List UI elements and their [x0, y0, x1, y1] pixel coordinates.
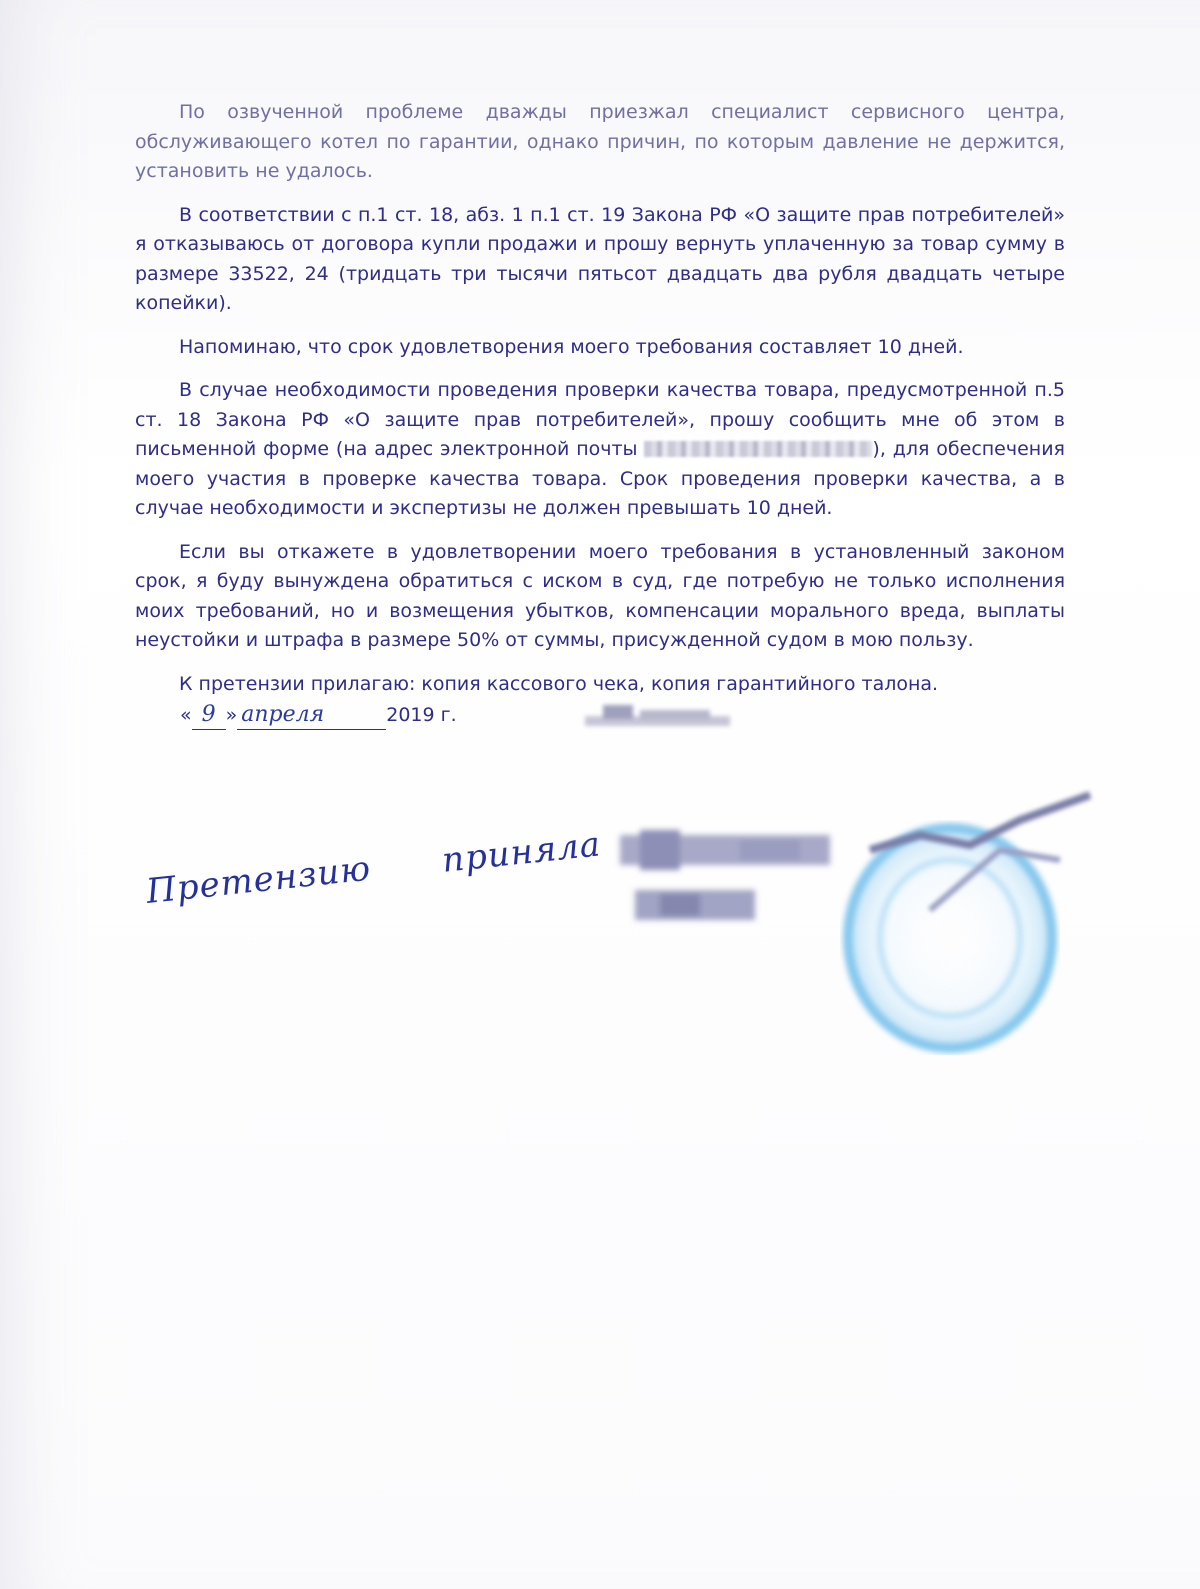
handwritten-word-1: Претензию	[144, 848, 373, 912]
redacted-email	[644, 441, 872, 457]
redacted-name-signature	[620, 820, 850, 930]
paragraph-quality-check	[135, 376, 1065, 524]
date-line	[180, 700, 457, 730]
handwritten-word-2: приняла	[440, 824, 603, 881]
stamp-signature-stroke	[860, 790, 1100, 960]
letter-body	[135, 98, 1065, 713]
paragraph-refund-demand: В соответствии с п.1 ст. 18, абз. 1 п.1 ст. 19 Закона РФ «О защите прав потребителей» я отказываюсь от договора купли продажи и прошу вернуть уплаченную за товар сумму в размере 33522, 24 (тридцать три тысячи пятьсот двадцать два рубля двадцать четыре копейки).	[135, 203, 1065, 314]
date-open-quote: «	[180, 704, 192, 726]
quality-check-text-start: В случае необходимости проведения проверки качества товара, предусмотренной п.5 ст. 18 Закона РФ «О защите прав потребителей», прошу сообщить мне об этом в письменной форме (на адрес электронной почты	[135, 379, 1065, 460]
redacted-signature	[585, 702, 730, 728]
date-day: 9	[192, 700, 226, 730]
date-year: 2019 г.	[386, 704, 457, 726]
quality-check-text-end: ), для обеспечения моего участия в проверке качества товара. Срок проведения проверки качества, а в случае необходимости и экспертизы не должен превышать 10 дней.	[135, 438, 1065, 519]
date-close-quote: »	[225, 704, 238, 726]
date-month: апреля	[237, 700, 386, 730]
paragraph-service-visit: По озвученной проблеме дважды приезжал специалист сервисного центра, обслуживающего котел по гарантии, однако причин, по которым давление не держится, установить не удалось.	[135, 101, 1065, 182]
handwritten-acceptance-note	[144, 818, 662, 912]
paragraph-attachments: К претензии прилагаю: копия кассового чека, копия гарантийного талона.	[179, 672, 939, 695]
paragraph-deadline: Напоминаю, что срок удовлетворения моего требования составляет 10 дней.	[179, 335, 964, 358]
paragraph-court-warning: Если вы откажете в удовлетворении моего требования в установленный законом срок, я буду вынуждена обратиться с иском в суд, где потребую не только исполнения моих требований, но и возмещения убытков, компенсации морального вреда, выплаты неустойки и штрафа в размере 50% от суммы, присужденной судом в мою пользу.	[135, 540, 1065, 651]
